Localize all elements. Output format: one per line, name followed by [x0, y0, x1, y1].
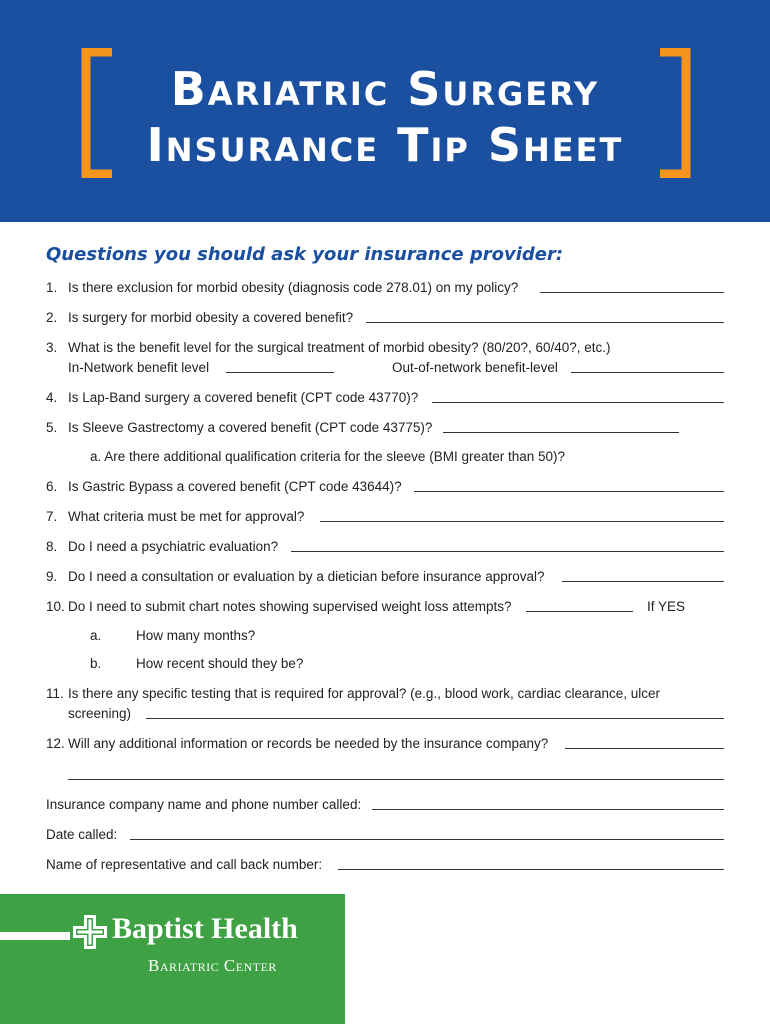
question-10a-label: a.: [90, 628, 102, 643]
title-line-2: Insurance Tip Sheet: [146, 118, 624, 172]
representative-line[interactable]: [338, 869, 724, 870]
question-number: 6.: [46, 479, 58, 494]
answer-line-1[interactable]: [540, 292, 724, 293]
answer-line-12[interactable]: [565, 748, 724, 749]
question-number: 11.: [46, 686, 64, 701]
question-text: Is surgery for morbid obesity a covered benefit?: [68, 310, 354, 325]
out-network-line[interactable]: [571, 372, 724, 373]
question-text: Do I need a consultation or evaluation by a dietician before insurance approval?: [68, 569, 545, 584]
title-line-1: Bariatric Surgery: [170, 62, 600, 116]
answer-line-6[interactable]: [414, 491, 724, 492]
question-11-continued: screening): [68, 706, 132, 721]
question-text: Is Sleeve Gastrectomy a covered benefit (CPT code 43775)?: [68, 420, 433, 435]
question-number: 12.: [46, 736, 65, 751]
question-text: Do I need a psychiatric evaluation?: [68, 539, 279, 554]
date-line[interactable]: [130, 839, 724, 840]
section-heading: Questions you should ask your insurance provider:: [46, 244, 564, 265]
question-5a: a. Are there additional qualification criteria for the sleeve (BMI greater than 50)?: [90, 449, 566, 464]
answer-line-4[interactable]: [432, 402, 724, 403]
question-number: 8.: [46, 539, 58, 554]
in-network-line[interactable]: [226, 372, 334, 373]
question-text: Is there any specific testing that is required for approval? (e.g., blood work, cardiac clearance, ulcer: [68, 686, 661, 701]
answer-line-11[interactable]: [146, 718, 724, 719]
in-network-label: In-Network benefit level: [68, 360, 210, 375]
if-yes-label: If YES: [647, 599, 686, 614]
question-number: 3.: [46, 340, 58, 355]
question-10b-label: b.: [90, 656, 102, 671]
logo-subtitle: Bariatric Center: [148, 956, 277, 975]
company-label: Insurance company name and phone number called:: [46, 797, 362, 812]
answer-line-10[interactable]: [526, 611, 633, 612]
question-text: Is there exclusion for morbid obesity (diagnosis code 278.01) on my policy?: [68, 280, 519, 295]
question-text: Is Lap-Band surgery a covered benefit (CPT code 43770)?: [68, 390, 419, 405]
answer-line-5[interactable]: [443, 432, 679, 433]
header-banner: [0, 0, 770, 222]
cross-icon: [72, 914, 108, 950]
question-number: 10.: [46, 599, 65, 614]
answer-line-2[interactable]: [366, 322, 724, 323]
question-text: Is Gastric Bypass a covered benefit (CPT code 43644)?: [68, 479, 402, 494]
baptist-health-logo: [0, 894, 345, 1024]
question-number: 2.: [46, 310, 58, 325]
question-10a-text: How many months?: [136, 628, 256, 643]
question-number: 1.: [46, 280, 58, 295]
answer-line-7[interactable]: [320, 521, 724, 522]
question-number: 5.: [46, 420, 58, 435]
question-number: 4.: [46, 390, 58, 405]
question-text: What is the benefit level for the surgical treatment of morbid obesity? (80/20?, 60/40?, etc.): [68, 340, 611, 355]
question-10b-text: How recent should they be?: [136, 656, 304, 671]
answer-line-8[interactable]: [291, 551, 724, 552]
question-number: 7.: [46, 509, 58, 524]
question-text: Will any additional information or records be needed by the insurance company?: [68, 736, 549, 751]
answer-line-9[interactable]: [562, 581, 724, 582]
question-text: What criteria must be met for approval?: [68, 509, 305, 524]
out-network-label: Out-of-network benefit-level: [392, 360, 558, 375]
company-line[interactable]: [372, 809, 724, 810]
logo-name: Baptist Health: [112, 912, 298, 945]
representative-label: Name of representative and call back number:: [46, 857, 323, 872]
answer-line-12-extra[interactable]: [68, 779, 724, 780]
question-number: 9.: [46, 569, 58, 584]
question-text: Do I need to submit chart notes showing supervised weight loss attempts?: [68, 599, 512, 614]
date-label: Date called:: [46, 827, 118, 842]
logo-stripe: [0, 932, 70, 940]
